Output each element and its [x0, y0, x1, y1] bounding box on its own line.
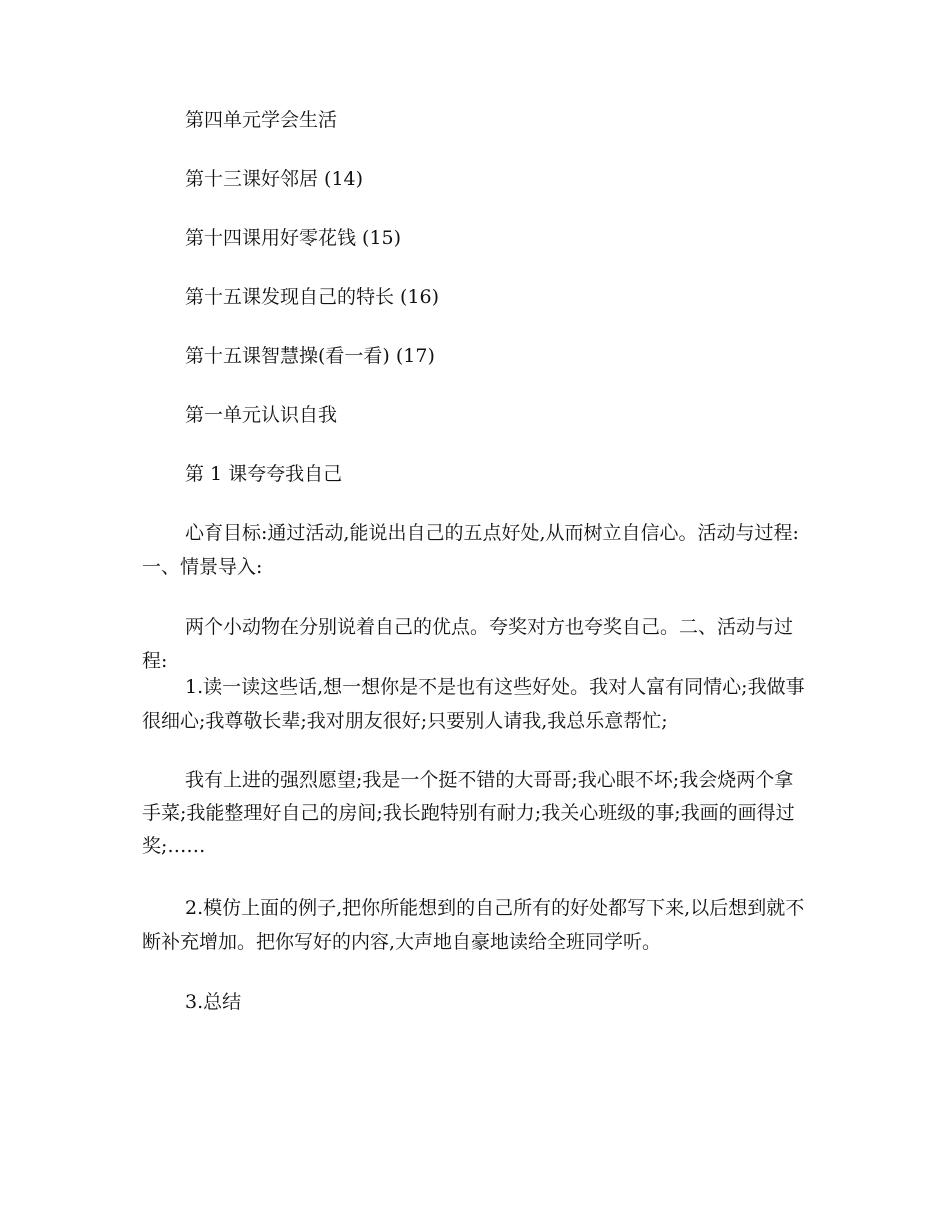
step-2-paragraph: 2.模仿上面的例子,把你所能想到的自己所有的好处都写下来,以后想到就不断补充增加。把你写好的内容,大声地自豪地读给全班同学听。 [142, 897, 805, 953]
goal-paragraph: 心育目标:通过活动,能说出自己的五点好处,从而树立自信心。活动与过程:一、情景导入: [142, 522, 799, 578]
lesson-1-title: 第 1 课夸夸我自己 [185, 463, 343, 485]
lesson-13-entry: 第十三课好邻居 (14) [185, 168, 364, 190]
unit-heading-1: 第一单元认识自我 [185, 404, 338, 426]
unit-heading-4: 第四单元学会生活 [185, 109, 338, 131]
lesson-15-exercise-entry: 第十五课智慧操(看一看) (17) [185, 345, 435, 367]
step-1-paragraph: 1.读一读这些话,想一想你是不是也有这些好处。我对人富有同情心;我做事很细心;我尊敬长辈;我对朋友很好;只要别人请我,我总乐意帮忙; [142, 676, 805, 732]
lesson-14-entry: 第十四课用好零花钱 (15) [185, 227, 402, 249]
examples-paragraph: 我有上进的强烈愿望;我是一个挺不错的大哥哥;我心眼不坏;我会烧两个拿手菜;我能整理好自己的房间;我长跑特别有耐力;我关心班级的事;我画的画得过奖;…… [142, 769, 795, 857]
lesson-15-entry: 第十五课发现自己的特长 (16) [185, 286, 440, 308]
summary-step: 3.总结 [185, 991, 242, 1013]
intro-paragraph: 两个小动物在分别说着自己的优点。夸奖对方也夸奖自己。二、活动与过程: [142, 616, 794, 672]
